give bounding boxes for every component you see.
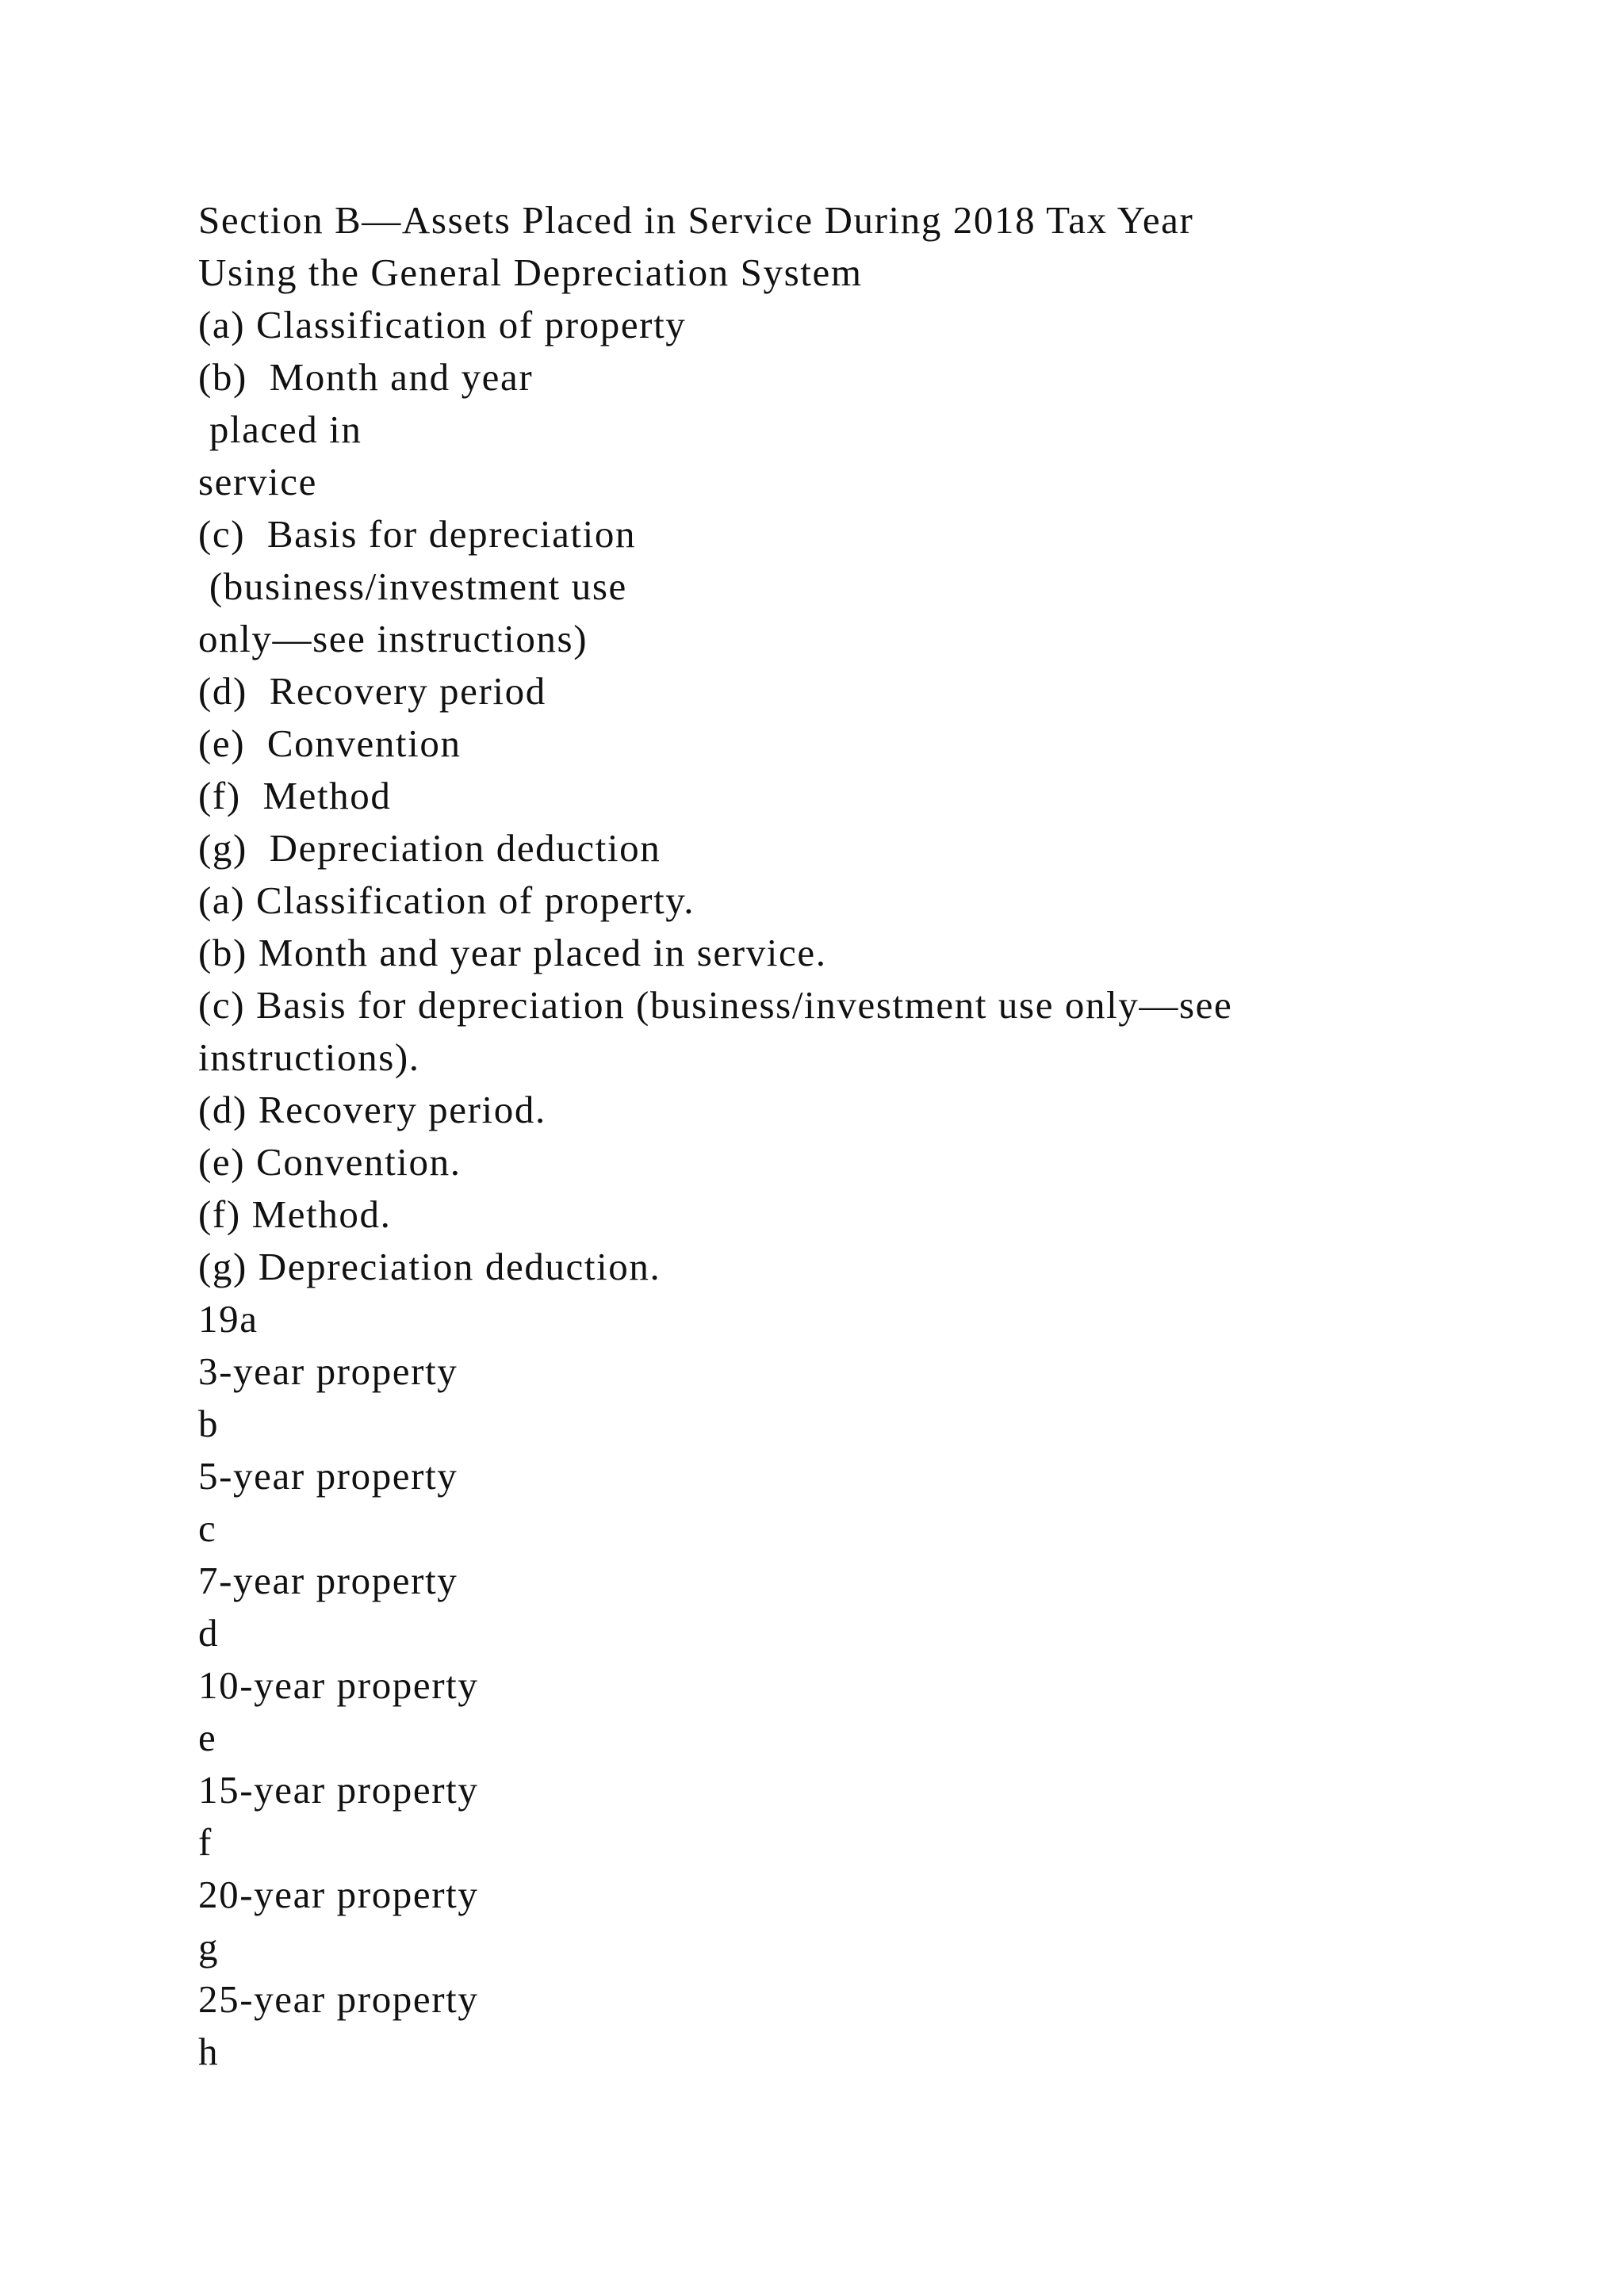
section-heading-line-1: Section B—Assets Placed in Service During 2018 Tax Year (198, 198, 1194, 242)
column-desc-e: (e) Convention. (198, 1140, 462, 1184)
column-header-a: (a) Classification of property (198, 303, 687, 346)
column-desc-f: (f) Method. (198, 1192, 392, 1236)
column-desc-d: (d) Recovery period. (198, 1088, 546, 1131)
column-header-c-line-3: only—see instructions) (198, 617, 588, 660)
section-heading-line-2: Using the General Depreciation System (198, 251, 863, 294)
row-desc-f: 20-year property (198, 1873, 479, 1916)
row-desc-c: 7-year property (198, 1559, 458, 1602)
column-header-c-line-1: (c) Basis for depreciation (198, 512, 637, 556)
column-header-e: (e) Convention (198, 721, 462, 765)
column-desc-g: (g) Depreciation deduction. (198, 1245, 661, 1288)
column-desc-b: (b) Month and year placed in service. (198, 931, 827, 974)
column-desc-a: (a) Classification of property. (198, 878, 695, 922)
column-desc-c-line-2: instructions). (198, 1035, 420, 1079)
row-desc-19a: 3-year property (198, 1349, 458, 1393)
column-header-b-line-2: placed in (198, 408, 362, 451)
column-header-g: (g) Depreciation deduction (198, 826, 661, 870)
row-desc-d: 10-year property (198, 1663, 479, 1707)
row-desc-b: 5-year property (198, 1454, 458, 1498)
column-desc-c-line-1: (c) Basis for depreciation (business/investment use only—see (198, 983, 1233, 1027)
document-text (198, 194, 1507, 2078)
row-label-c: c (198, 1506, 217, 1550)
row-label-b: b (198, 1402, 220, 1445)
row-label-h: h (198, 2030, 220, 2073)
column-header-b-line-3: service (198, 460, 317, 503)
row-desc-g: 25-year property (198, 1977, 479, 2021)
column-header-b-line-1: (b) Month and year (198, 355, 534, 399)
row-label-19a: 19a (198, 1297, 259, 1341)
row-label-e: e (198, 1716, 217, 1759)
row-desc-e: 15-year property (198, 1768, 479, 1812)
row-label-f: f (198, 1820, 213, 1864)
column-header-d: (d) Recovery period (198, 669, 546, 713)
column-header-c-line-2: (business/investment use (198, 564, 627, 608)
column-header-f: (f) Method (198, 774, 392, 817)
row-label-g: g (198, 1925, 220, 1969)
row-label-d: d (198, 1611, 220, 1655)
